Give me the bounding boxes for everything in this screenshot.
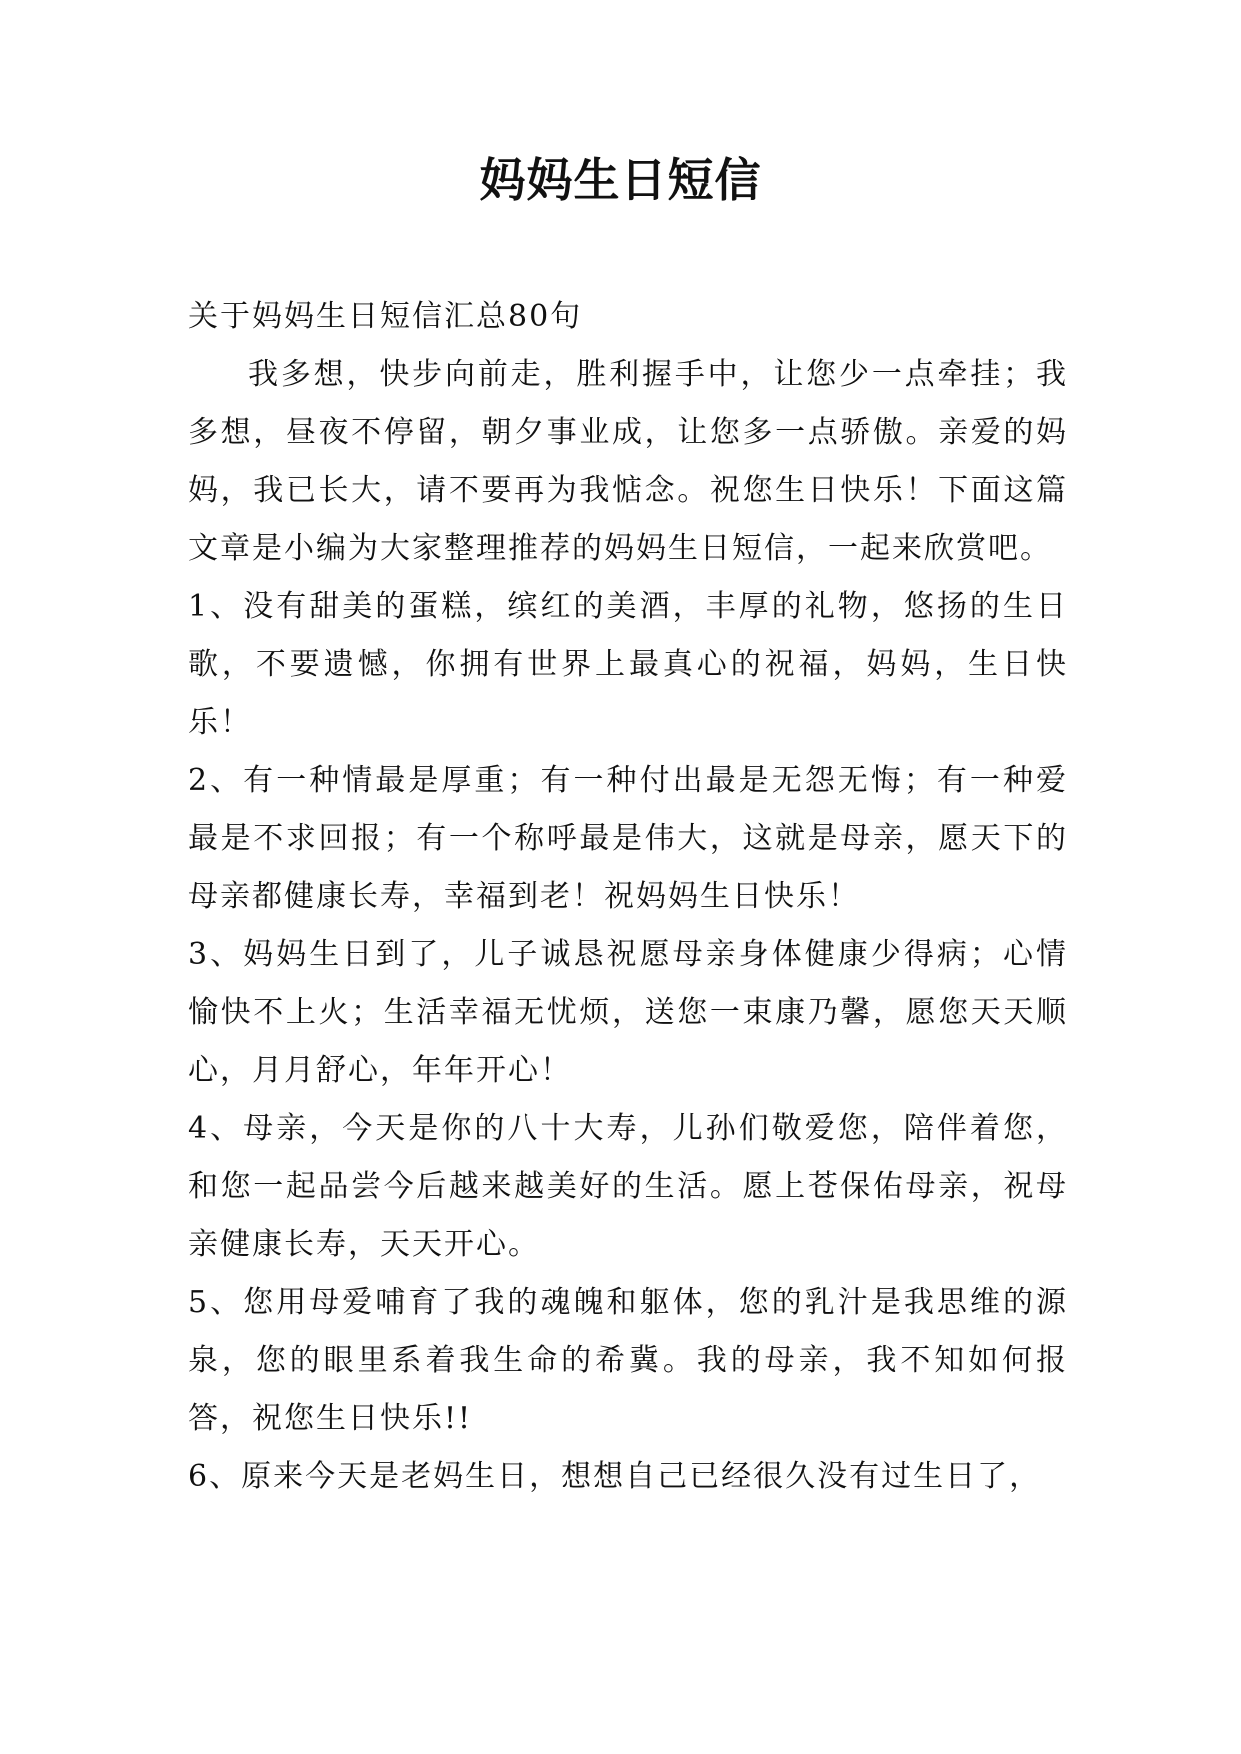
- list-item: 4、母亲，今天是你的八十大寿，儿孙们敬爱您，陪伴着您，和您一起品尝今后越来越美好的生活。愿上苍保佑母亲，祝母亲健康长寿，天天开心。: [188, 1111, 1068, 1262]
- list-item: 1、没有甜美的蛋糕，缤红的美酒，丰厚的礼物，悠扬的生日歌，不要遗憾，你拥有世界上最真心的祝福，妈妈，生日快乐！: [188, 589, 1068, 740]
- list-item: 3、妈妈生日到了，儿子诚恳祝愿母亲身体健康少得病；心情愉快不上火；生活幸福无忧烦，送您一束康乃馨，愿您天天顺心，月月舒心，年年开心！: [188, 937, 1068, 1088]
- document-subtitle: 关于妈妈生日短信汇总80句: [188, 299, 583, 334]
- list-item: 6、原来今天是老妈生日，想想自己已经很久没有过生日了，: [188, 1459, 1042, 1494]
- intro-paragraph: 我多想，快步向前走，胜利握手中，让您少一点牵挂；我多想，昼夜不停留，朝夕事业成，让您多一点骄傲。亲爱的妈妈，我已长大，请不要再为我惦念。祝您生日快乐！下面这篇文章是小编为大家整理推荐的妈妈生日短信，一起来欣赏吧。: [188, 357, 1068, 566]
- document-title: 妈妈生日短信: [479, 153, 762, 207]
- list-item: 5、您用母爱哺育了我的魂魄和躯体，您的乳汁是我思维的源泉，您的眼里系着我生命的希冀。我的母亲，我不知如何报答，祝您生日快乐!!: [188, 1285, 1068, 1436]
- list-item: 2、有一种情最是厚重；有一种付出最是无怨无悔；有一种爱最是不求回报；有一个称呼最是伟大，这就是母亲，愿天下的母亲都健康长寿，幸福到老！祝妈妈生日快乐！: [188, 763, 1068, 914]
- document-body: [188, 288, 1068, 1506]
